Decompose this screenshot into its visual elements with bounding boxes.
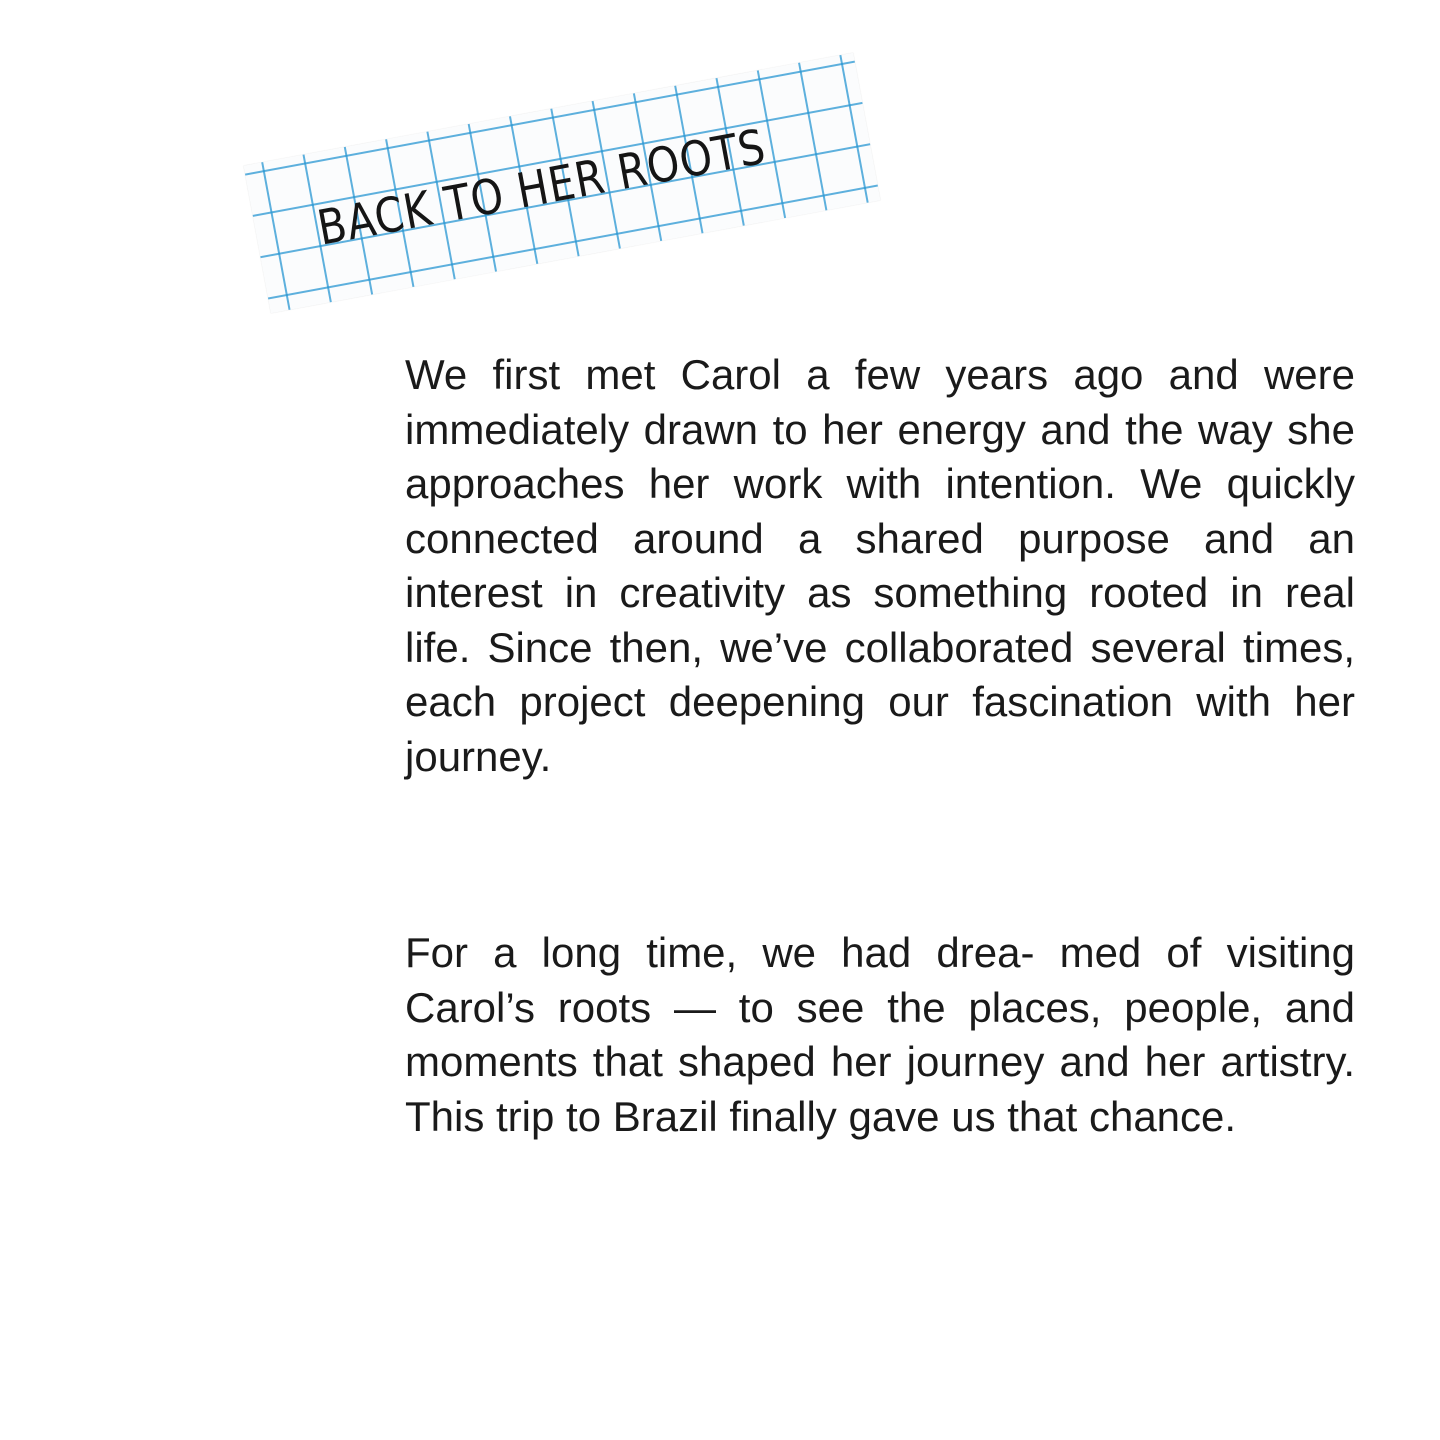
article-paragraph-intro: We first met Carol a few years ago and were immediately drawn to her energy and the way she approaches her work with intention. We quickly connected around a shared purpose and an interest in creativity as something rooted in real life. Since then, we’ve collaborated several times, each project deepening our fascination with her journey. — [405, 351, 1355, 780]
page-title: BACK TO HER ROOTS — [313, 118, 771, 257]
article-body — [405, 348, 1355, 1144]
article-paragraph-trip: For a long time, we had drea- med of visiting Carol’s roots — to see the places, people, and moments that shaped her journey and her artistry. This trip to Brazil finally gave us that chance. — [405, 929, 1355, 1140]
grid-paper-title-label — [244, 53, 881, 313]
